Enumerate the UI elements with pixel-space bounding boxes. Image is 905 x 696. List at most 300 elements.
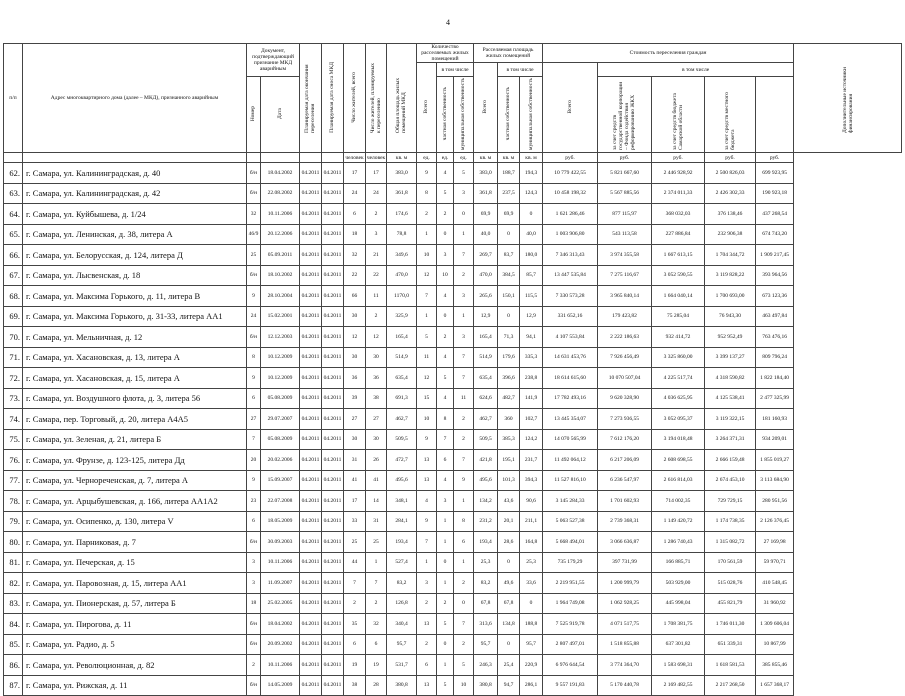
cell-area-municipal: 33,6 (520, 573, 543, 594)
cell-area-private: 43,6 (498, 491, 520, 512)
cell-address: г. Самара, ул. Максима Горького, д. 11, литера В (23, 286, 247, 307)
cell-cost-local: 76 943,30 (705, 306, 756, 327)
cell-row-number: 75. (4, 429, 23, 450)
cell-planned-demolish-date: 04.2011 (322, 409, 344, 430)
cell-rooms-private: 1 (437, 532, 454, 553)
cell-row-number: 74. (4, 409, 23, 430)
cell-row-number: 69. (4, 306, 23, 327)
table-row (4, 286, 902, 307)
cell-planned-demolish-date: 04.2011 (322, 388, 344, 409)
cell-rooms-municipal: 1 (454, 552, 474, 573)
cell-area-total: 361,8 (474, 183, 498, 204)
cell-cost-total: 5 668 494,01 (543, 532, 598, 553)
cell-cost-local: 4 125 538,41 (705, 388, 756, 409)
cell-cost-fund: 5 567 885,56 (598, 183, 652, 204)
table-row (4, 450, 902, 471)
cell-doc-number: 32 (247, 204, 261, 225)
cell-total-area: 472,7 (387, 450, 417, 471)
cell-area-total: 265,6 (474, 286, 498, 307)
cell-cost-region: 445 998,04 (652, 593, 705, 614)
cell-rooms-total: 9 (417, 429, 437, 450)
cell-cost-fund: 3 066 636,87 (598, 532, 652, 553)
cell-doc-date: 10.12.2009 (261, 368, 300, 389)
table-row (4, 327, 902, 348)
cell-rooms-total: 7 (417, 286, 437, 307)
cell-rooms-private: 8 (437, 409, 454, 430)
cell-cost-total: 11 492 064,12 (543, 450, 598, 471)
cell-address: г. Самара, ул. Куйбышева, д. 1/24 (23, 204, 247, 225)
cell-residents-planned: 32 (366, 614, 387, 635)
cell-area-private: 49,6 (498, 573, 520, 594)
cell-cost-fund: 9 620 328,90 (598, 388, 652, 409)
cell-cost-extra: 763 476,16 (756, 327, 794, 348)
cell-cost-region: 1 583 698,31 (652, 655, 705, 676)
cell-rooms-municipal: 5 (454, 655, 474, 676)
table-row (4, 634, 902, 655)
cell-row-number: 71. (4, 347, 23, 368)
cell-cost-local: 1 704 344,72 (705, 245, 756, 266)
cell-doc-number: б/н (247, 634, 261, 655)
cell-row-number: 68. (4, 286, 23, 307)
cell-residents: 30 (344, 347, 366, 368)
cell-rooms-municipal: 1 (454, 491, 474, 512)
cell-area-municipal: 194,3 (520, 163, 543, 184)
cell-cost-local: 2 674 453,10 (705, 470, 756, 491)
cell-cost-fund: 5 170 440,78 (598, 675, 652, 696)
cell-area-private: 384,5 (498, 265, 520, 286)
cell-total-area: 635,4 (387, 368, 417, 389)
cell-row-number: 78. (4, 491, 23, 512)
col-doc-date-header: Дата (261, 77, 300, 153)
cell-address: г. Самара, ул. Рижская, д. 11 (23, 675, 247, 696)
cell-rooms-total: 2 (417, 634, 437, 655)
cell-rooms-total: 9 (417, 511, 437, 532)
cell-cost-total: 2 807 497,01 (543, 634, 598, 655)
cell-cost-total: 7 525 919,78 (543, 614, 598, 635)
cell-cost-extra: 385 855,46 (756, 655, 794, 676)
cell-address: г. Самара, ул. Фрунзе, д. 123-125, литера Дд (23, 450, 247, 471)
cell-residents: 2 (344, 593, 366, 614)
cell-rooms-municipal: 2 (454, 429, 474, 450)
cell-planned-demolish-date: 04.2011 (322, 286, 344, 307)
cell-cost-total: 735 179,29 (543, 552, 598, 573)
cell-cost-region: 368 032,03 (652, 204, 705, 225)
cell-cost-extra: 3 113 684,90 (756, 470, 794, 491)
cell-doc-date: 05.08.2009 (261, 388, 300, 409)
cell-area-municipal: 164,8 (520, 532, 543, 553)
cell-doc-date: 25.02.2005 (261, 593, 300, 614)
table-row (4, 388, 902, 409)
cell-rooms-municipal: 3 (454, 327, 474, 348)
table-row (4, 265, 902, 286)
cell-area-total: 83,2 (474, 573, 498, 594)
cell-row-number: 73. (4, 388, 23, 409)
table-row (4, 614, 902, 635)
col-area-municipal-header: муниципальная собственность (520, 77, 543, 153)
cell-rooms-private: 5 (437, 614, 454, 635)
cell-area-municipal: 85,7 (520, 265, 543, 286)
cell-row-number: 66. (4, 245, 23, 266)
cell-doc-date: 11.09.2007 (261, 573, 300, 594)
cell-doc-number: б/н (247, 327, 261, 348)
cell-area-total: 40,0 (474, 224, 498, 245)
cell-planned-demolish-date: 04.2011 (322, 552, 344, 573)
cell-planned-demolish-date: 04.2011 (322, 265, 344, 286)
table-header (4, 44, 902, 163)
cell-cost-extra: 699 923,95 (756, 163, 794, 184)
cell-address: г. Самара, ул. Парниковая, д. 7 (23, 532, 247, 553)
cell-total-area: 380,8 (387, 675, 417, 696)
cell-rooms-municipal: 2 (454, 265, 474, 286)
cell-planned-demolish-date: 04.2011 (322, 183, 344, 204)
cell-planned-reloc-date: 04.2011 (300, 183, 322, 204)
cell-doc-number: 27 (247, 409, 261, 430)
cell-residents-planned: 31 (366, 511, 387, 532)
cell-cost-region: 3 325 860,00 (652, 347, 705, 368)
cell-rooms-private: 0 (437, 634, 454, 655)
cell-cost-local: 3 119 828,22 (705, 265, 756, 286)
cell-rooms-municipal: 3 (454, 183, 474, 204)
cell-rooms-total: 7 (417, 532, 437, 553)
cell-cost-region: 2 608 698,55 (652, 450, 705, 471)
cell-residents-planned: 28 (366, 675, 387, 696)
cell-planned-reloc-date: 04.2011 (300, 470, 322, 491)
cell-cost-extra: 59 970,71 (756, 552, 794, 573)
cell-cost-extra: 1 909 217,45 (756, 245, 794, 266)
cell-cost-local: 515 028,76 (705, 573, 756, 594)
cell-rooms-private: 10 (437, 265, 454, 286)
cell-cost-fund: 2 739 368,31 (598, 511, 652, 532)
cell-rooms-total: 3 (417, 573, 437, 594)
cell-cost-extra: 31 960,92 (756, 593, 794, 614)
cell-total-area: 325,9 (387, 306, 417, 327)
cell-residents: 17 (344, 491, 366, 512)
cell-cost-fund: 877 115,97 (598, 204, 652, 225)
table-row (4, 224, 902, 245)
cell-planned-reloc-date: 04.2011 (300, 327, 322, 348)
cell-area-total: 95,7 (474, 634, 498, 655)
cell-area-municipal: 115,5 (520, 286, 543, 307)
cell-planned-reloc-date: 04.2011 (300, 245, 322, 266)
cell-area-municipal: 211,1 (520, 511, 543, 532)
cell-cost-region: 2 374 011,33 (652, 183, 705, 204)
cell-rooms-total: 2 (417, 204, 437, 225)
cell-doc-date: 18.04.2002 (261, 163, 300, 184)
cell-rooms-private: 1 (437, 573, 454, 594)
cell-cost-local: 1 618 581,53 (705, 655, 756, 676)
cell-area-total: 514,9 (474, 347, 498, 368)
cell-cost-fund: 10 070 507,04 (598, 368, 652, 389)
cell-planned-reloc-date: 04.2011 (300, 614, 322, 635)
cell-cost-total: 5 063 527,38 (543, 511, 598, 532)
cell-doc-date: 18.05.2009 (261, 511, 300, 532)
cell-cost-local: 3 119 322,15 (705, 409, 756, 430)
cell-rooms-municipal: 8 (454, 511, 474, 532)
cell-residents: 32 (344, 245, 366, 266)
cell-residents: 22 (344, 265, 366, 286)
cell-planned-reloc-date: 04.2011 (300, 286, 322, 307)
cell-address: г. Самара, ул. Ленинская, д. 38, литера А (23, 224, 247, 245)
col-cost-fund-header: за счет средств государственной корпорации – Фонда содействия реформированию ЖКХ (598, 77, 652, 153)
cell-cost-region: 3 052 095,37 (652, 409, 705, 430)
cell-residents: 39 (344, 388, 366, 409)
cell-doc-date: 05.09.2011 (261, 245, 300, 266)
cell-residents: 24 (344, 183, 366, 204)
cell-rooms-municipal: 2 (454, 573, 474, 594)
table-row (4, 552, 902, 573)
units-row: человек человек кв. м ед. ед. ед. кв. м кв. м кв. м руб. руб. руб. руб. руб. (4, 153, 902, 163)
cell-doc-date: 15.02.2001 (261, 306, 300, 327)
cell-rooms-total: 8 (417, 183, 437, 204)
cell-planned-demolish-date: 04.2011 (322, 163, 344, 184)
cell-planned-demolish-date: 04.2011 (322, 675, 344, 696)
cell-area-total: 624,6 (474, 388, 498, 409)
cell-cost-extra: 934 209,01 (756, 429, 794, 450)
cell-cost-total: 10 779 422,55 (543, 163, 598, 184)
cell-residents-planned: 38 (366, 388, 387, 409)
cell-area-municipal: 141,9 (520, 388, 543, 409)
cell-cost-fund: 3 774 364,70 (598, 655, 652, 676)
cell-doc-number: б/н (247, 532, 261, 553)
cell-rooms-private: 2 (437, 204, 454, 225)
cell-area-municipal: 335,3 (520, 347, 543, 368)
col-rooms-total-header: Всего (417, 63, 437, 153)
cell-cost-region: 1 286 740,43 (652, 532, 705, 553)
cell-address: г. Самара, ул. Хасановская, д. 15, литера А (23, 368, 247, 389)
cell-cost-local: 2 426 302,33 (705, 183, 756, 204)
cell-residents-planned: 2 (366, 306, 387, 327)
col-planned-demolish-header: Планируемая дата сноса МКД (322, 44, 344, 153)
cell-area-private: 69,9 (498, 204, 520, 225)
cell-doc-number: б/н (247, 265, 261, 286)
cell-total-area: 462,7 (387, 409, 417, 430)
cell-residents: 44 (344, 552, 366, 573)
cell-cost-extra: 410 548,45 (756, 573, 794, 594)
cell-residents: 12 (344, 327, 366, 348)
table-row (4, 306, 902, 327)
cell-doc-date: 14.05.2009 (261, 675, 300, 696)
cell-area-total: 12,9 (474, 306, 498, 327)
cell-rooms-private: 4 (437, 470, 454, 491)
cell-planned-demolish-date: 04.2011 (322, 573, 344, 594)
cell-rooms-municipal: 11 (454, 388, 474, 409)
cell-residents-planned: 19 (366, 655, 387, 676)
col-residents-planned-header: Число жителей, планируемых к переселению (366, 44, 387, 153)
cell-rooms-municipal: 7 (454, 450, 474, 471)
cell-cost-region: 1 149 420,72 (652, 511, 705, 532)
cell-area-private: 0 (498, 552, 520, 573)
cell-rooms-total: 15 (417, 388, 437, 409)
cell-area-municipal: 394,3 (520, 470, 543, 491)
cell-area-municipal: 25,3 (520, 552, 543, 573)
cell-planned-reloc-date: 04.2011 (300, 573, 322, 594)
cell-doc-number: 18 (247, 593, 261, 614)
cell-rooms-total: 1 (417, 224, 437, 245)
cell-planned-demolish-date: 04.2011 (322, 491, 344, 512)
cell-cost-region: 3 052 590,55 (652, 265, 705, 286)
cell-planned-reloc-date: 04.2011 (300, 429, 322, 450)
cell-doc-date: 28.10.2004 (261, 286, 300, 307)
cell-planned-demolish-date: 04.2011 (322, 245, 344, 266)
cell-cost-total: 1 003 906,80 (543, 224, 598, 245)
cell-doc-date: 10.11.2006 (261, 552, 300, 573)
cell-rooms-private: 5 (437, 675, 454, 696)
cell-area-private: 101,3 (498, 470, 520, 491)
cell-doc-number: 23 (247, 491, 261, 512)
cell-doc-number: 6 (247, 388, 261, 409)
cell-cost-region: 932 414,72 (652, 327, 705, 348)
cell-area-municipal: 231,7 (520, 450, 543, 471)
cell-rooms-municipal: 1 (454, 306, 474, 327)
page-number: 4 (446, 18, 450, 27)
col-num-header: п/п (4, 44, 23, 153)
cell-area-private: 20,1 (498, 511, 520, 532)
cell-rooms-municipal: 0 (454, 204, 474, 225)
cell-doc-number: 3 (247, 573, 261, 594)
cell-planned-reloc-date: 04.2011 (300, 511, 322, 532)
col-cost-total-header: Всего (543, 63, 598, 153)
cell-row-number: 81. (4, 552, 23, 573)
cell-cost-extra: 1 822 184,40 (756, 368, 794, 389)
cell-total-area: 78,8 (387, 224, 417, 245)
cell-cost-local: 1 700 693,00 (705, 286, 756, 307)
cell-residents-planned: 12 (366, 327, 387, 348)
cell-cost-fund: 1 062 928,25 (598, 593, 652, 614)
cell-cost-extra: 393 964,56 (756, 265, 794, 286)
cell-cost-total: 2 219 951,55 (543, 573, 598, 594)
cell-doc-date: 18.04.2002 (261, 614, 300, 635)
cell-area-private: 360 (498, 409, 520, 430)
cell-residents-planned: 11 (366, 286, 387, 307)
col-area-private-header: частная собственность (498, 77, 520, 153)
cell-area-municipal: 124,3 (520, 183, 543, 204)
cell-residents-planned: 24 (366, 183, 387, 204)
cell-residents-planned: 1 (366, 552, 387, 573)
cell-rooms-private: 7 (437, 429, 454, 450)
cell-cost-region: 2 616 814,03 (652, 470, 705, 491)
col-rooms-private-header: частная собственность (437, 77, 454, 153)
cell-cost-local: 2 500 826,03 (705, 163, 756, 184)
cell-cost-region: 637 301,82 (652, 634, 705, 655)
cell-residents: 31 (344, 450, 366, 471)
cell-cost-local: 170 561,59 (705, 552, 756, 573)
cell-cost-fund: 4 071 517,75 (598, 614, 652, 635)
cell-address: г. Самара, ул. Хасановская, д. 13, литера А (23, 347, 247, 368)
cell-cost-local: 376 138,46 (705, 204, 756, 225)
cell-rooms-municipal: 7 (454, 347, 474, 368)
cell-residents-planned: 27 (366, 409, 387, 430)
cell-cost-total: 10 458 198,32 (543, 183, 598, 204)
cell-doc-number: 20 (247, 450, 261, 471)
cell-rooms-private: 4 (437, 286, 454, 307)
cell-planned-demolish-date: 04.2011 (322, 593, 344, 614)
cell-rooms-municipal: 0 (454, 593, 474, 614)
cell-area-municipal: 180,0 (520, 245, 543, 266)
cell-cost-region: 1 667 613,15 (652, 245, 705, 266)
cell-planned-demolish-date: 04.2011 (322, 327, 344, 348)
cell-residents: 6 (344, 204, 366, 225)
cell-cost-extra: 437 268,54 (756, 204, 794, 225)
cell-residents: 18 (344, 224, 366, 245)
cell-planned-reloc-date: 04.2011 (300, 634, 322, 655)
cell-address: г. Самара, ул. Печерская, д. 15 (23, 552, 247, 573)
cell-total-area: 531,7 (387, 655, 417, 676)
cell-address: г. Самара, ул. Пионерская, д. 57, литера Б (23, 593, 247, 614)
cell-residents-planned: 30 (366, 429, 387, 450)
cell-cost-region: 2 169 482,55 (652, 675, 705, 696)
col-address-header: Адрес многоквартирного дома (далее – МКД), признанного аварийным (23, 44, 247, 153)
col-area-group-header: Расселяемая площадь жилых помещений (474, 44, 543, 63)
cell-residents-planned: 14 (366, 491, 387, 512)
cell-cost-fund: 7 612 176,20 (598, 429, 652, 450)
cell-area-total: 246,3 (474, 655, 498, 676)
cell-area-private: 150,1 (498, 286, 520, 307)
cell-planned-demolish-date: 04.2011 (322, 204, 344, 225)
cell-rooms-private: 3 (437, 245, 454, 266)
cell-area-municipal: 12,9 (520, 306, 543, 327)
cell-rooms-municipal: 2 (454, 409, 474, 430)
cell-planned-reloc-date: 04.2011 (300, 347, 322, 368)
cell-cost-region: 75 285,04 (652, 306, 705, 327)
cell-cost-extra: 181 160,93 (756, 409, 794, 430)
cell-cost-local: 952 952,49 (705, 327, 756, 348)
cell-residents: 35 (344, 614, 366, 635)
cell-cost-extra: 1 855 019,27 (756, 450, 794, 471)
cell-planned-demolish-date: 04.2011 (322, 429, 344, 450)
cell-residents: 33 (344, 511, 366, 532)
cell-area-private: 195,1 (498, 450, 520, 471)
table-row (4, 204, 902, 225)
cell-doc-number: 7 (247, 429, 261, 450)
col-extra-header: Дополнительные источники финансирования (794, 44, 902, 153)
cell-doc-number: 6 (247, 511, 261, 532)
cell-area-municipal: 102,7 (520, 409, 543, 430)
cell-rooms-private: 2 (437, 327, 454, 348)
cell-cost-fund: 5 821 667,60 (598, 163, 652, 184)
cell-total-area: 83,2 (387, 573, 417, 594)
cell-doc-date: 29.07.2007 (261, 409, 300, 430)
cell-planned-reloc-date: 04.2011 (300, 491, 322, 512)
cell-cost-fund: 7 273 936,55 (598, 409, 652, 430)
cell-residents-planned: 30 (366, 347, 387, 368)
table-row (4, 163, 902, 184)
cell-row-number: 84. (4, 614, 23, 635)
cell-cost-region: 166 885,71 (652, 552, 705, 573)
cell-area-municipal: 95,7 (520, 634, 543, 655)
cell-address: г. Самара, ул. Белорусская, д. 124, литера Д (23, 245, 247, 266)
table-row (4, 183, 902, 204)
cell-doc-number: 2 (247, 655, 261, 676)
table-row (4, 573, 902, 594)
cell-rooms-private: 0 (437, 224, 454, 245)
cell-cost-region: 3 194 018,48 (652, 429, 705, 450)
cell-planned-demolish-date: 04.2011 (322, 368, 344, 389)
cell-total-area: 349,6 (387, 245, 417, 266)
cell-address: г. Самара, ул. Максима Горького, д. 31-33, литера АА1 (23, 306, 247, 327)
cell-rooms-total: 5 (417, 327, 437, 348)
cell-area-municipal: 0 (520, 204, 543, 225)
cell-area-total: 193,4 (474, 532, 498, 553)
cell-cost-fund: 543 113,58 (598, 224, 652, 245)
cell-doc-number: б/н (247, 675, 261, 696)
cell-area-private: 71,3 (498, 327, 520, 348)
cell-address: г. Самара, ул. Пирогова, д. 11 (23, 614, 247, 635)
cell-area-municipal: 40,0 (520, 224, 543, 245)
cell-cost-fund: 1 701 602,93 (598, 491, 652, 512)
cell-address: г. Самара, ул. Калининградская, д. 40 (23, 163, 247, 184)
cell-cost-local: 3 399 137,27 (705, 347, 756, 368)
cell-cost-total: 7 346 313,43 (543, 245, 598, 266)
